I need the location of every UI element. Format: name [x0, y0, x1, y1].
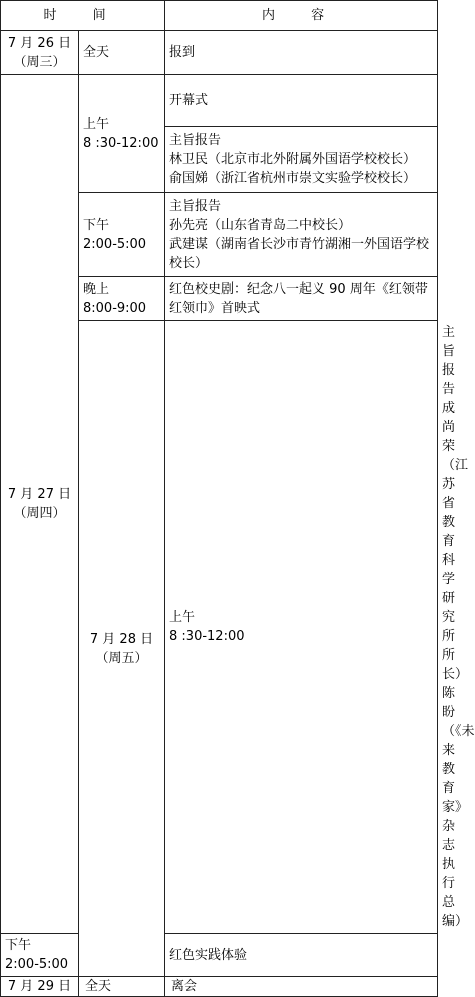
time-label: 下午: [83, 217, 110, 233]
content-cell: [165, 193, 438, 277]
weekday-label: （周三）: [13, 54, 66, 70]
content-text: 红色校史剧：纪念八一起义 90 周年《红领带红领巾》首映式: [169, 281, 428, 316]
header-time: 时 间: [1, 1, 165, 31]
header-row: [1, 1, 438, 31]
report-title: 主旨报告: [169, 133, 222, 148]
time-cell: [79, 977, 165, 997]
speaker: 林卫民（北京市北外附属外国语学校校长）: [169, 152, 417, 167]
time-range: 8 :30-12:00: [83, 135, 159, 151]
time-cell: [79, 75, 165, 193]
speaker: 武建谋（湖南省长沙市青竹湖湘一外国语学校校长）: [169, 236, 430, 271]
time-cell: [79, 277, 165, 321]
time-cell: [79, 193, 165, 277]
time-range: 8 :30-12:00: [169, 629, 245, 644]
weekday-label: （周四）: [13, 506, 66, 521]
table-row: [1, 75, 438, 127]
time-cell: [79, 31, 165, 75]
date-cell: [79, 321, 165, 977]
date-label: 7 月 26 日: [7, 35, 72, 51]
time-label: 全天: [85, 979, 112, 994]
speaker: 俞国娣（浙江省杭州市崇文实验学校校长）: [169, 171, 417, 186]
time-label: 晚上: [83, 281, 110, 297]
ceremony-text: 开幕式: [169, 93, 209, 108]
speaker: 孙先亮（山东省青岛二中校长）: [169, 217, 352, 233]
content-text: 红色实践体验: [169, 947, 248, 963]
date-label: 7 月 28 日: [89, 631, 154, 647]
header-content: 内 容: [165, 1, 438, 31]
content-cell: [165, 75, 438, 127]
time-label: 上午: [169, 610, 196, 625]
report-title: 主旨报告: [169, 198, 222, 214]
content-cell: [165, 934, 438, 977]
date-cell: [1, 977, 79, 997]
time-range: 2:00-5:00: [83, 236, 147, 252]
content-cell: [165, 127, 438, 193]
table-row: 7 月 28 日 （周五） 上午 8 :30-12:00 主旨报告 成尚荣（江苏省教育科学研究所所长） 陈盼（《未来教育家》杂志执行总编）: [1, 321, 438, 934]
time-label: 下午: [5, 938, 32, 953]
time-cell: [165, 321, 438, 934]
content-cell: [165, 977, 438, 997]
date-cell: [1, 31, 79, 75]
weekday-label: （周五）: [95, 650, 148, 666]
content-cell: [165, 277, 438, 321]
date-cell: [1, 75, 79, 934]
content-text: 报到: [169, 45, 196, 60]
time-range: 2:00-5:00: [5, 957, 69, 972]
time-label: 上午: [83, 116, 110, 132]
content-cell: [165, 31, 438, 75]
date-label: 7 月 29 日: [7, 979, 72, 994]
table-row: [1, 934, 438, 977]
content-text: 离会: [171, 979, 198, 994]
time-label: 全天: [83, 45, 110, 60]
time-cell: [1, 934, 79, 977]
date-label: 7 月 27 日: [7, 487, 72, 502]
table-row: [1, 31, 438, 75]
table-row: [1, 977, 438, 997]
time-range: 8:00-9:00: [83, 300, 147, 316]
